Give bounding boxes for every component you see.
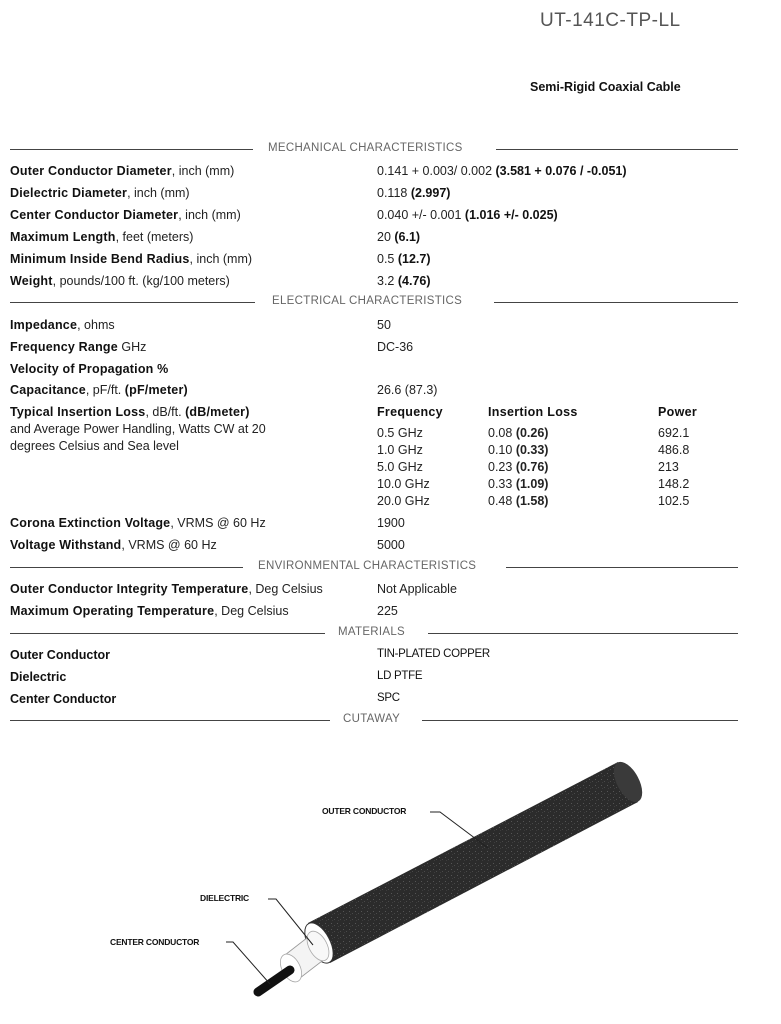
- power-cell: 102.5: [658, 494, 690, 508]
- power-cell: 213: [658, 460, 679, 474]
- section-title: ELECTRICAL CHARACTERISTICS: [272, 295, 463, 307]
- spec-label: Weight, pounds/100 ft. (kg/100 meters): [10, 274, 230, 288]
- spec-label: Minimum Inside Bend Radius, inch (mm): [10, 252, 253, 266]
- spec-label: Typical Insertion Loss, dB/ft. (dB/meter): [10, 405, 250, 419]
- section-title: MECHANICAL CHARACTERISTICS: [268, 142, 463, 154]
- spec-value: DC-36: [377, 340, 414, 354]
- power-cell: 148.2: [658, 477, 690, 491]
- outer-conductor-label: OUTER CONDUCTOR: [322, 806, 407, 816]
- outer-conductor-shape: [299, 757, 648, 967]
- spec-label: Voltage Withstand, VRMS @ 60 Hz: [10, 538, 217, 552]
- spec-value: 20 (6.1): [377, 230, 421, 244]
- material-value: SPC: [377, 692, 400, 704]
- loss-cell: 0.33 (1.09): [488, 477, 549, 491]
- divider-rule: [10, 633, 325, 634]
- spec-label: Velocity of Propagation %: [10, 362, 169, 376]
- insertion-loss-note: and Average Power Handling, Watts CW at 20 degrees Celsius and Sea level: [10, 422, 266, 453]
- divider-rule: [10, 149, 253, 150]
- material-value: TIN-PLATED COPPER: [377, 648, 490, 660]
- divider-rule: [10, 720, 330, 721]
- power-cell: 486.8: [658, 443, 690, 457]
- divider-rule: [506, 567, 738, 568]
- spec-value: 0.118 (2.997): [377, 186, 451, 200]
- part-number: UT-141C-TP-LL: [540, 10, 681, 31]
- divider-rule: [428, 633, 738, 634]
- center-conductor-label: CENTER CONDUCTOR: [110, 937, 200, 947]
- column-header-insertion-loss: Insertion Loss: [488, 405, 578, 419]
- section-header-environmental: [10, 560, 738, 574]
- column-header-frequency: Frequency: [377, 405, 443, 419]
- spec-value: 3.2 (4.76): [377, 274, 431, 288]
- divider-rule: [10, 567, 243, 568]
- spec-value: 0.5 (12.7): [377, 252, 431, 266]
- divider-rule: [494, 302, 738, 303]
- center-leader-line: [226, 942, 270, 984]
- loss-cell: 0.48 (1.58): [488, 494, 549, 508]
- divider-rule: [496, 149, 738, 150]
- divider-rule: [422, 720, 738, 721]
- spec-label: Maximum Length, feet (meters): [10, 230, 194, 244]
- section-header-cutaway: [10, 713, 738, 727]
- dielectric-label: DIELECTRIC: [200, 893, 250, 903]
- spec-value: 5000: [377, 538, 405, 552]
- frequency-cell: 10.0 GHz: [377, 477, 430, 491]
- section-header-materials: [10, 626, 738, 640]
- frequency-cell: 5.0 GHz: [377, 460, 423, 474]
- section-title: CUTAWAY: [343, 713, 401, 725]
- material-label: Center Conductor: [10, 692, 117, 706]
- frequency-cell: 0.5 GHz: [377, 426, 423, 440]
- loss-cell: 0.10 (0.33): [488, 443, 549, 457]
- spec-label: Dielectric Diameter, inch (mm): [10, 186, 190, 200]
- spec-label: Maximum Operating Temperature, Deg Celsius: [10, 604, 289, 618]
- section-title: ENVIRONMENTAL CHARACTERISTICS: [258, 560, 477, 572]
- spec-label: Outer Conductor Diameter, inch (mm): [10, 164, 235, 178]
- section-header-mechanical: [10, 142, 738, 156]
- spec-value: Not Applicable: [377, 582, 457, 596]
- spec-label: Outer Conductor Integrity Temperature, Deg Celsius: [10, 582, 323, 596]
- spec-label: Frequency Range GHz: [10, 340, 147, 354]
- spec-value: 1900: [377, 516, 405, 530]
- section-title: MATERIALS: [338, 626, 406, 638]
- material-label: Outer Conductor: [10, 648, 110, 662]
- center-conductor-shape: [258, 970, 290, 992]
- frequency-cell: 1.0 GHz: [377, 443, 423, 457]
- power-cell: 692.1: [658, 426, 690, 440]
- spec-value: 50: [377, 318, 391, 332]
- loss-cell: 0.23 (0.76): [488, 460, 549, 474]
- spec-value: 0.040 +/- 0.001 (1.016 +/- 0.025): [377, 208, 558, 222]
- document-subtitle: Semi-Rigid Coaxial Cable: [530, 80, 681, 94]
- spec-label: Corona Extinction Voltage, VRMS @ 60 Hz: [10, 516, 266, 530]
- spec-value: 225: [377, 604, 398, 618]
- column-header-power: Power: [658, 405, 698, 419]
- frequency-cell: 20.0 GHz: [377, 494, 430, 508]
- spec-label: Capacitance, pF/ft. (pF/meter): [10, 383, 188, 397]
- section-header-electrical: [10, 295, 738, 309]
- spec-value: 0.141 + 0.003/ 0.002 (3.581 + 0.076 / -0.051): [377, 164, 627, 178]
- material-label: Dielectric: [10, 670, 67, 684]
- spec-value: 26.6 (87.3): [377, 383, 438, 397]
- spec-label: Center Conductor Diameter, inch (mm): [10, 208, 241, 222]
- loss-cell: 0.08 (0.26): [488, 426, 549, 440]
- divider-rule: [10, 302, 255, 303]
- material-value: LD PTFE: [377, 670, 423, 682]
- cable-cutaway-illustration: [0, 730, 781, 1024]
- spec-label: Impedance, ohms: [10, 318, 115, 332]
